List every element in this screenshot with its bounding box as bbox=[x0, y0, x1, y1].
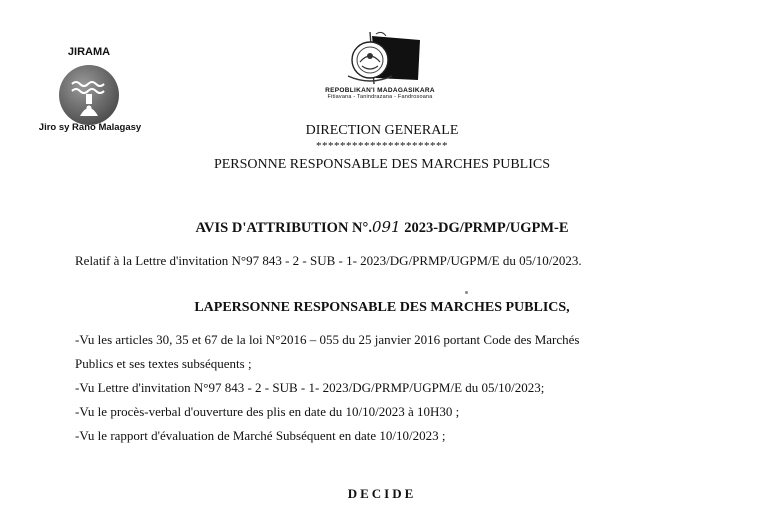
avis-title bbox=[0, 218, 764, 237]
vu-line-1-continuation: Publics et ses textes subséquents ; bbox=[75, 356, 252, 371]
jirama-faucet-icon bbox=[58, 64, 120, 126]
avis-suffix: 2023-DG/PRMP/UGPM-E bbox=[400, 220, 569, 236]
jirama-logo-subtitle: Jiro sy Rano Malagasy bbox=[38, 122, 142, 133]
decide-heading: DECIDE bbox=[347, 486, 417, 501]
republic-logo bbox=[300, 28, 460, 103]
vu-line-4: -Vu le rapport d'évaluation de Marché Subséquent en date 10/10/2023 ; bbox=[75, 428, 446, 443]
relatif-line: Relatif à la Lettre d'invitation N°97 843 - 2 - SUB - 1- 2023/DG/PRMP/UGPM/E du 05/10/2023. bbox=[75, 253, 582, 268]
republic-motto: Fitiavana - Tanindrazana - Fandrosoana bbox=[327, 94, 433, 100]
la-personne-heading: LAPERSONNE RESPONSABLE DES MARCHES PUBLICS, bbox=[194, 300, 570, 315]
direction-generale: DIRECTION GENERALE bbox=[305, 123, 459, 138]
scan-speck bbox=[465, 291, 468, 294]
avis-prefix: AVIS D'ATTRIBUTION N°. bbox=[195, 220, 372, 236]
avis-handwritten-number: 091 bbox=[371, 218, 401, 236]
vu-line-3: -Vu le procès-verbal d'ouverture des plis en date du 10/10/2023 à 10H30 ; bbox=[75, 404, 460, 419]
vu-line-1: -Vu les articles 30, 35 et 67 de la loi N°2016 – 055 du 25 janvier 2016 portant Code des Marchés bbox=[75, 332, 580, 347]
jirama-logo-title: JIRAMA bbox=[67, 46, 111, 58]
stars-divider: ********************** bbox=[316, 140, 448, 152]
republic-title: REPOBLIKAN'I MADAGASIKARA bbox=[325, 87, 435, 94]
republic-emblem-icon bbox=[336, 28, 422, 86]
vu-line-2: -Vu Lettre d'invitation N°97 843 - 2 - SUB - 1- 2023/DG/PRMP/UGPM/E du 05/10/2023; bbox=[75, 380, 545, 395]
prmp-heading: PERSONNE RESPONSABLE DES MARCHES PUBLICS bbox=[213, 157, 551, 172]
